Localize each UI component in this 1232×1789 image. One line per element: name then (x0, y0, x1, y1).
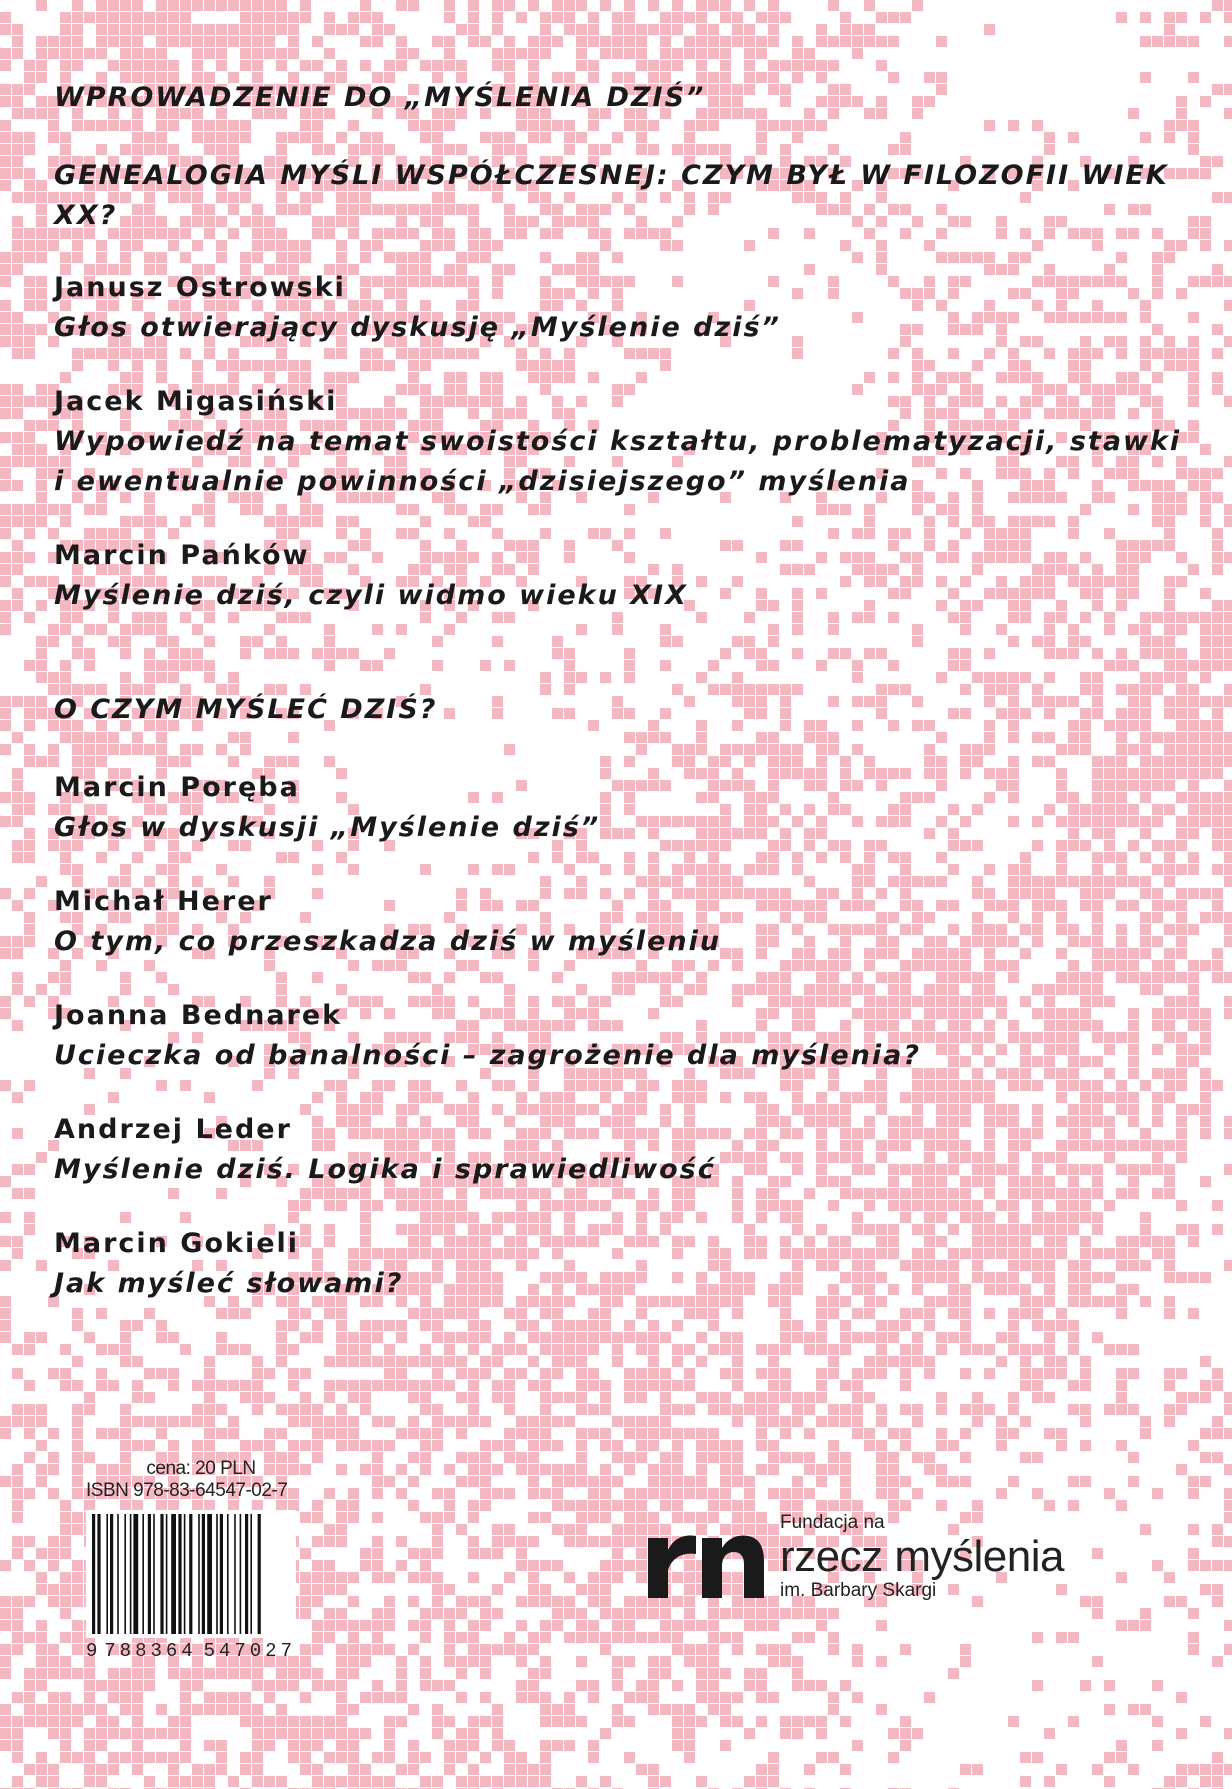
foundation-line-2: rzecz myślenia (780, 1532, 1064, 1581)
entry-title: i ewentualnie powinności „dzisiejszego” myślenia (54, 466, 911, 497)
toc-entry (54, 536, 1204, 616)
toc-entry (54, 1224, 1204, 1304)
barcode-digits (86, 1640, 296, 1662)
table-of-contents (54, 78, 1204, 1304)
entry-author: Marcin Poręba (54, 772, 300, 803)
entry-title: Ucieczka od banalności – zagrożenie dla myślenia? (54, 1040, 921, 1071)
foundation-name (780, 1512, 1100, 1602)
section-heading: WPROWADZENIE DO „MYŚLENIA DZIŚ” (54, 82, 706, 113)
entry-title: Myślenie dziś, czyli widmo wieku XIX (54, 580, 688, 611)
entry-title: Wypowiedź na temat swoistości kształtu, problematyzacji, stawki (54, 426, 1182, 457)
entry-author: Michał Herer (54, 886, 273, 917)
rn-logo-icon (646, 1524, 766, 1600)
entry-author: Jacek Migasiński (54, 386, 338, 417)
entry-author: Marcin Gokieli (54, 1228, 300, 1259)
entry-title: Myślenie dziś. Logika i sprawiedliwość (54, 1154, 716, 1185)
toc-entry (54, 768, 1204, 848)
entry-title: Głos otwierający dyskusję „Myślenie dziś” (54, 312, 781, 343)
entry-title: Jak myśleć słowami? (54, 1268, 404, 1299)
entry-author: Janusz Ostrowski (54, 272, 346, 303)
toc-entry (54, 382, 1204, 502)
barcode-image (86, 1510, 296, 1638)
foundation-line-1: Fundacja na (780, 1512, 885, 1533)
isbn-label: ISBN 978-83-64547-02-7 (86, 1480, 288, 1501)
foundation-line-3: im. Barbary Skargi (780, 1580, 937, 1601)
price-label: cena: 20 PLN (146, 1458, 256, 1479)
section-heading: O CZYM MYŚLEĆ DZIŚ? (54, 694, 438, 725)
entry-author: Andrzej Leder (54, 1114, 292, 1145)
entry-title: O tym, co przeszkadza dziś w myśleniu (54, 926, 722, 957)
toc-entry (54, 996, 1204, 1076)
section-heading: GENEALOGIA MYŚLI WSPÓŁCZESNEJ: CZYM BYŁ W FILOZOFII WIEK XX? (54, 160, 1169, 231)
barcode-digit-group: 788364 (104, 1640, 197, 1662)
toc-entry (54, 882, 1204, 962)
entry-author: Marcin Pańków (54, 540, 310, 571)
barcode-digit-group: 9 (86, 1640, 98, 1662)
barcode-digit-group: 547027 (203, 1640, 296, 1662)
toc-entry (54, 1110, 1204, 1190)
toc-entry (54, 268, 1204, 348)
entry-title: Głos w dyskusji „Myślenie dziś” (54, 812, 601, 843)
isbn-barcode-block (86, 1458, 306, 1662)
entry-author: Joanna Bednarek (54, 1000, 343, 1031)
